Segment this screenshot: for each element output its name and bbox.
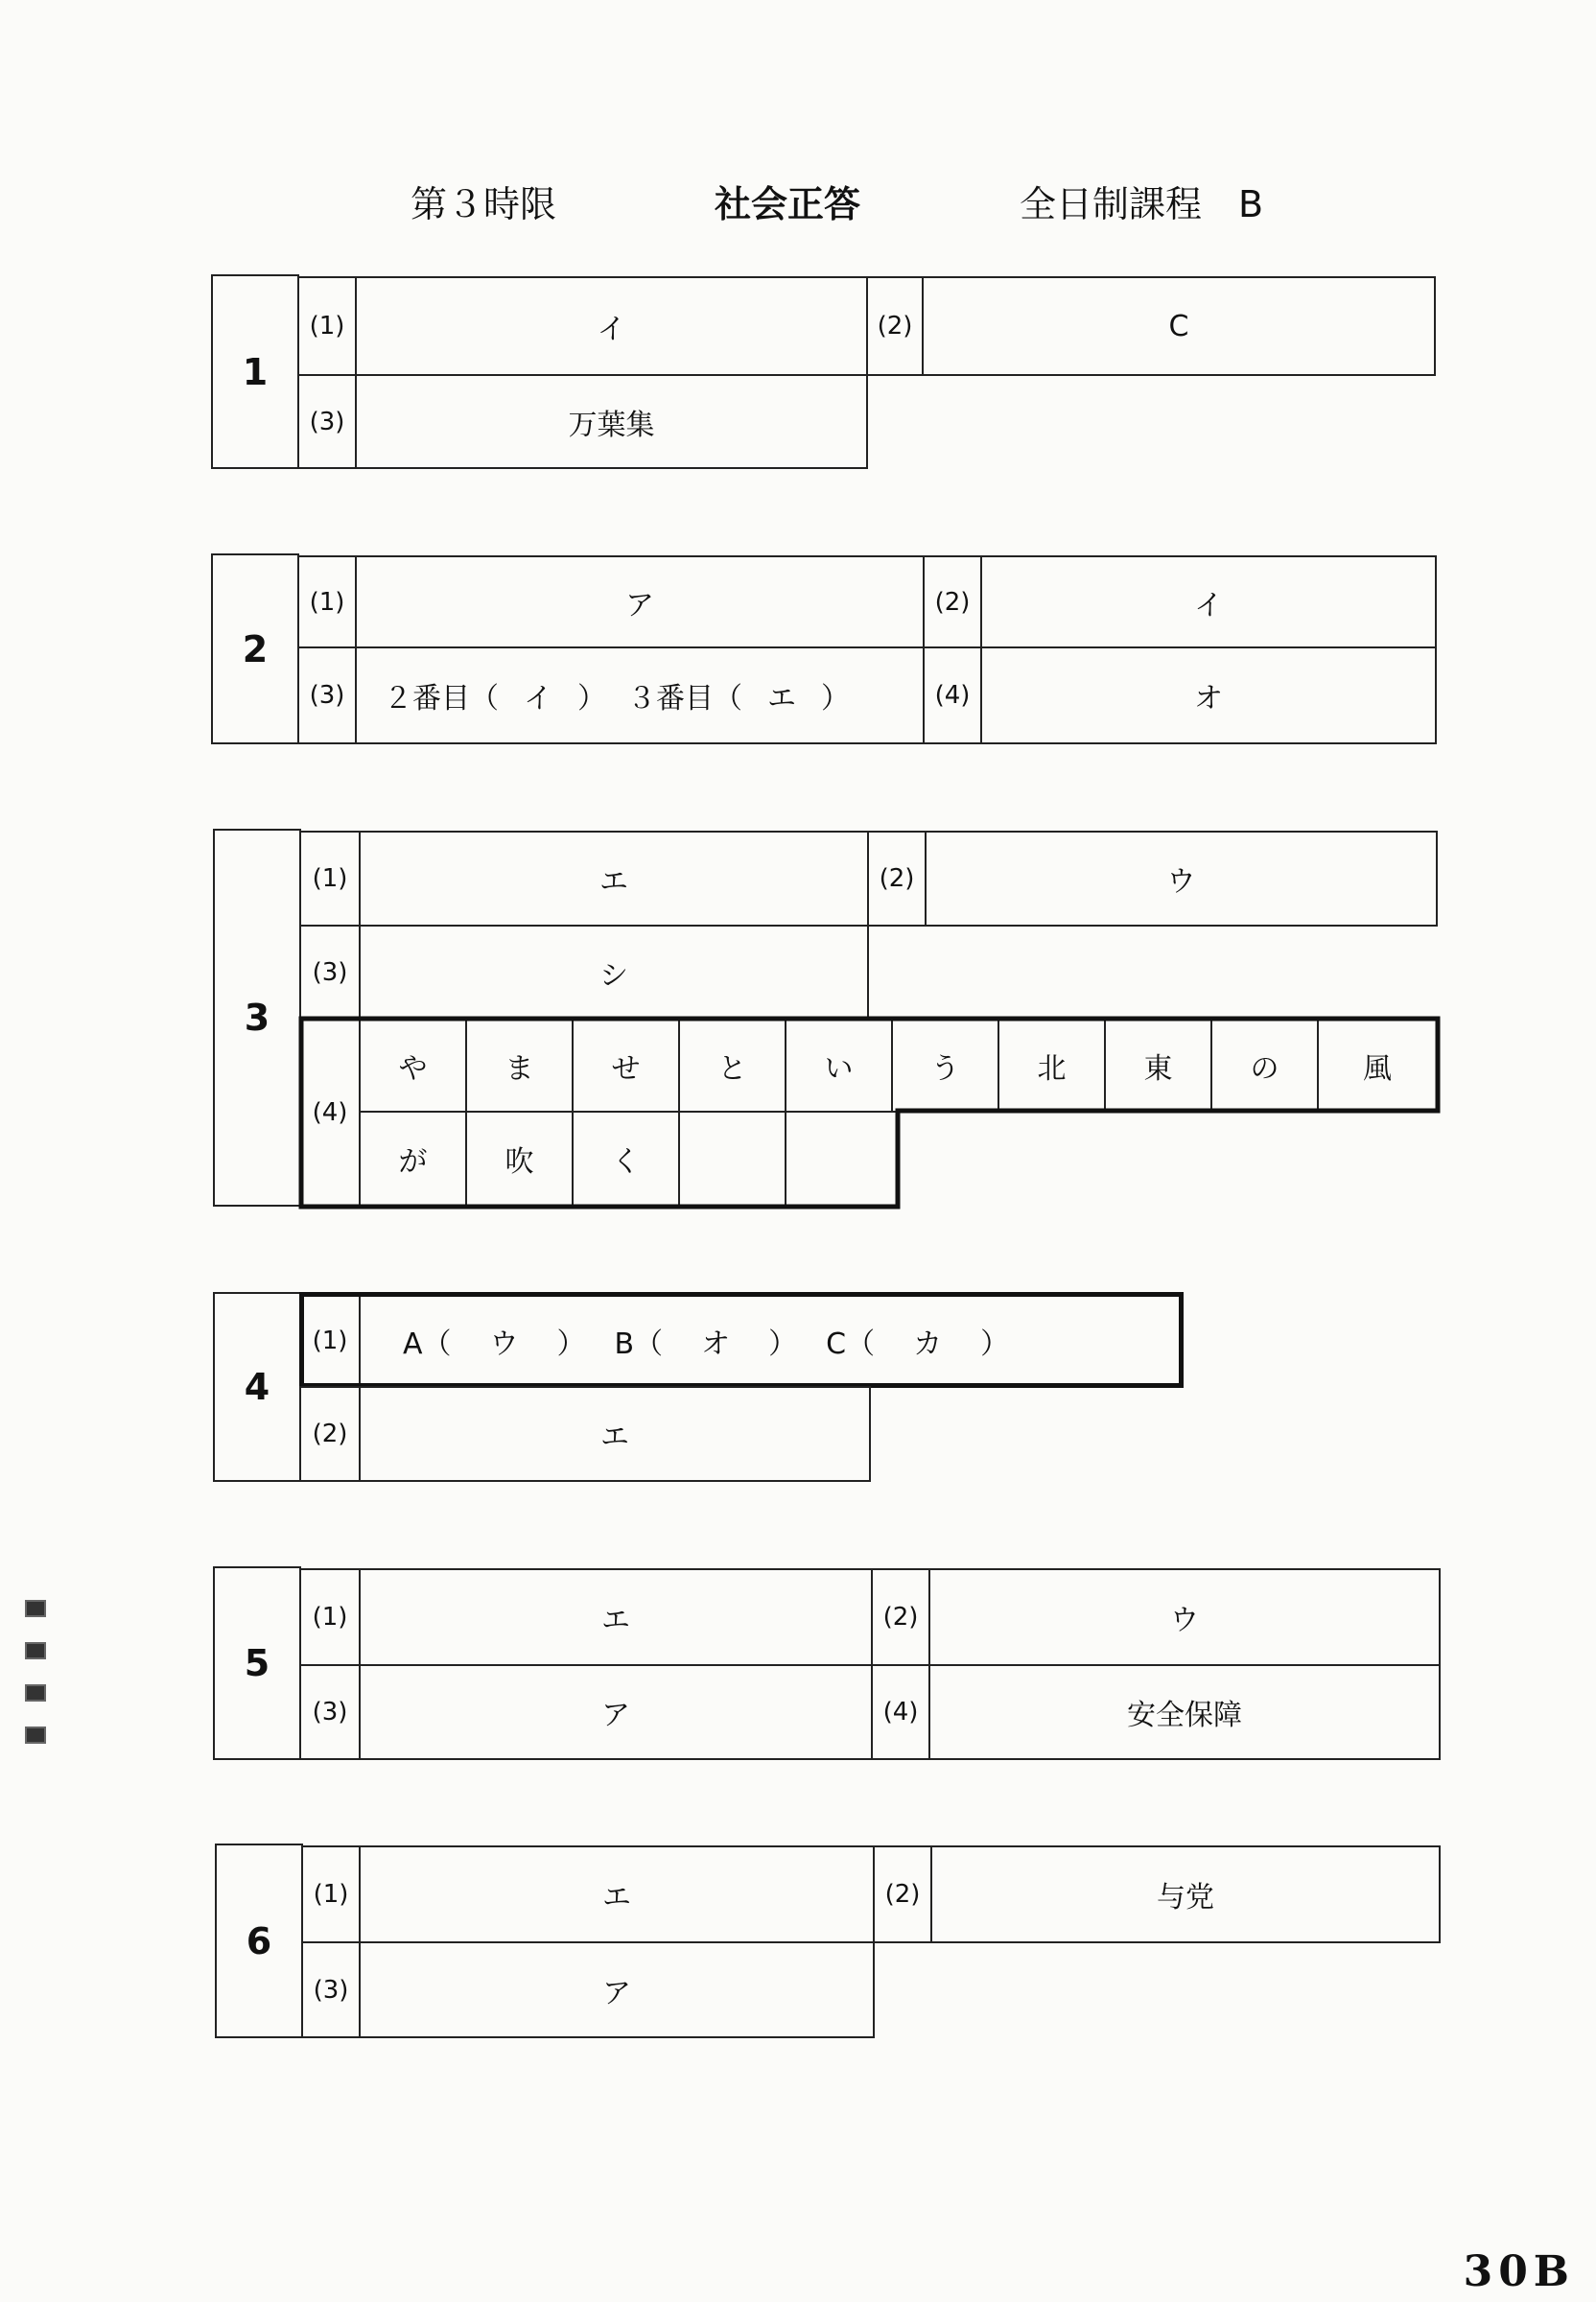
answer-cell: エ: [359, 1845, 875, 1943]
answer-cell: ウ: [925, 831, 1438, 927]
sub-label: (2): [867, 831, 927, 927]
answer-part: カ: [913, 1327, 943, 1361]
answer-part: イ: [524, 682, 552, 716]
answer-cell: エ: [359, 1568, 873, 1666]
sub-label: (3): [297, 646, 357, 744]
question-number: 1: [211, 274, 299, 469]
page-title: 社会正答: [715, 183, 861, 225]
binder-mark: [25, 1600, 46, 1617]
sub-label: (4): [923, 646, 982, 744]
binder-mark: [25, 1726, 46, 1744]
sub-label: (3): [299, 925, 361, 1021]
answer-cell: エ: [359, 1386, 871, 1482]
sub-label: (4): [871, 1664, 930, 1760]
answer-cell: イ: [355, 276, 868, 376]
answer-part: ）: [577, 682, 606, 716]
char-cell: が: [359, 1111, 467, 1207]
sub-label: (1): [297, 276, 357, 376]
sub-label: (1): [301, 1845, 361, 1943]
char-cell: い: [785, 1019, 893, 1113]
answer-part: ）: [768, 1327, 798, 1361]
answer-cell: ア: [359, 1664, 873, 1760]
answer-cell: シ: [359, 925, 869, 1021]
char-cell: や: [359, 1019, 467, 1113]
sub-label: (1): [299, 1568, 361, 1666]
char-cell: 北: [998, 1019, 1106, 1113]
char-cell: せ: [572, 1019, 680, 1113]
answer-part: オ: [701, 1327, 731, 1361]
char-cell: く: [572, 1111, 680, 1207]
answer-cell: ア: [355, 555, 925, 648]
answer-part: C（: [826, 1327, 876, 1361]
sub-label: (3): [299, 1664, 361, 1760]
answer-part: ）: [980, 1327, 1010, 1361]
answer-cell: 安全保障: [928, 1664, 1441, 1760]
binder-mark: [25, 1642, 46, 1659]
char-cell: ま: [465, 1019, 574, 1113]
answer-cell: ア: [359, 1941, 875, 2038]
sub-label: (1): [299, 831, 361, 927]
char-cell: の: [1210, 1019, 1319, 1113]
question-number: 5: [213, 1566, 301, 1760]
answer-part: B（: [614, 1327, 664, 1361]
answer-cell: 与党: [930, 1845, 1441, 1943]
period-label: 第３時限: [411, 183, 557, 225]
sub-label: (2): [873, 1845, 932, 1943]
char-cell: 東: [1104, 1019, 1212, 1113]
sub-label: (2): [923, 555, 982, 648]
answer-part: A（: [403, 1327, 452, 1361]
sub-label: (3): [297, 374, 357, 469]
answer-cell: 万葉集: [355, 374, 868, 469]
char-cell: 風: [1317, 1019, 1438, 1113]
answer-part: ３番目（: [627, 682, 742, 716]
sub-label: (4): [299, 1019, 361, 1207]
answer-cell: イ: [980, 555, 1437, 648]
binder-mark: [25, 1684, 46, 1702]
question-number: 2: [211, 553, 299, 744]
question-number: 6: [215, 1844, 303, 2038]
char-cell: う: [891, 1019, 999, 1113]
answer-part: ）: [821, 682, 850, 716]
sub-label: (2): [871, 1568, 930, 1666]
answer-cell: エ: [359, 831, 869, 927]
answer-part: ２番目（: [384, 682, 499, 716]
course-label: 全日制課程 B: [1020, 183, 1264, 225]
char-cell: と: [678, 1019, 786, 1113]
answer-part: ウ: [489, 1327, 519, 1361]
char-cell: 吹: [465, 1111, 574, 1207]
sub-label: (2): [299, 1386, 361, 1482]
sub-label: (3): [301, 1941, 361, 2038]
answer-cell: ウ: [928, 1568, 1441, 1666]
answer-part: ）: [556, 1327, 586, 1361]
answer-cell: [359, 1294, 1182, 1388]
page-code: 30B: [1463, 2247, 1575, 2296]
answer-part: エ: [767, 682, 796, 716]
question-number: 3: [213, 829, 301, 1207]
sub-label: (1): [299, 1294, 361, 1388]
answer-cell: オ: [980, 646, 1437, 744]
sub-label: (1): [297, 555, 357, 648]
answer-cell: C: [922, 276, 1436, 376]
question-number: 4: [213, 1292, 301, 1482]
sub-label: (2): [866, 276, 924, 376]
